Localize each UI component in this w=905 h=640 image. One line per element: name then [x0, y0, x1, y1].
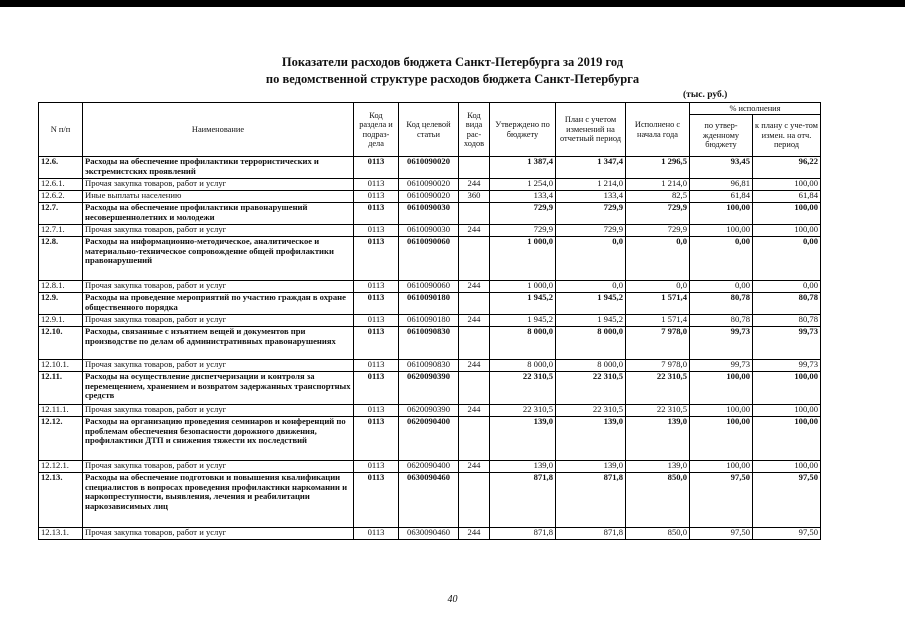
cell-num: 12.11.1. — [39, 405, 83, 417]
cell-pct-plan: 100,00 — [753, 203, 821, 225]
cell-approved: 1 945,2 — [490, 293, 556, 315]
cell-target: 0610090020 — [399, 179, 459, 191]
cell-section: 0113 — [354, 360, 399, 372]
cell-section: 0113 — [354, 225, 399, 237]
cell-type: 244 — [459, 225, 490, 237]
cell-plan: 1 347,4 — [556, 157, 626, 179]
cell-name: Прочая закупка товаров, работ и услуг — [83, 281, 354, 293]
cell-num: 12.11. — [39, 372, 83, 405]
cell-type — [459, 473, 490, 528]
cell-type — [459, 293, 490, 315]
cell-name: Расходы на обеспечение профилактики террористических и экстремистских проявлений — [83, 157, 354, 179]
cell-pct-plan: 99,73 — [753, 360, 821, 372]
cell-num: 12.10.1. — [39, 360, 83, 372]
cell-pct-approved: 99,73 — [690, 360, 753, 372]
cell-pct-approved: 100,00 — [690, 417, 753, 461]
header-target: Код целевой статьи — [399, 103, 459, 157]
cell-target: 0630090460 — [399, 473, 459, 528]
cell-name: Расходы на информационно-методическое, аналитическое и материально-техническое сопровождение общей профилактики правонарушений — [83, 237, 354, 281]
cell-executed: 0,0 — [626, 237, 690, 281]
cell-approved: 1 000,0 — [490, 237, 556, 281]
cell-section: 0113 — [354, 191, 399, 203]
cell-pct-plan: 80,78 — [753, 315, 821, 327]
cell-target: 0610090030 — [399, 225, 459, 237]
scan-top-border — [0, 0, 905, 7]
header-pct-plan: к плану с уче-том измен. на отч. период — [753, 115, 821, 157]
cell-executed: 139,0 — [626, 461, 690, 473]
cell-approved: 1 387,4 — [490, 157, 556, 179]
cell-num: 12.9.1. — [39, 315, 83, 327]
cell-type — [459, 327, 490, 360]
cell-executed: 22 310,5 — [626, 405, 690, 417]
cell-section: 0113 — [354, 461, 399, 473]
cell-pct-approved: 100,00 — [690, 372, 753, 405]
cell-pct-approved: 0,00 — [690, 281, 753, 293]
cell-name: Прочая закупка товаров, работ и услуг — [83, 179, 354, 191]
cell-section: 0113 — [354, 203, 399, 225]
cell-approved: 139,0 — [490, 417, 556, 461]
table-row — [39, 417, 821, 461]
cell-pct-plan: 100,00 — [753, 372, 821, 405]
cell-target: 0620090390 — [399, 405, 459, 417]
cell-type: 244 — [459, 179, 490, 191]
cell-type: 244 — [459, 405, 490, 417]
table-row — [39, 157, 821, 179]
header-pct-approved: по утвер-жденному бюджету — [690, 115, 753, 157]
cell-executed: 139,0 — [626, 417, 690, 461]
cell-section: 0113 — [354, 315, 399, 327]
cell-pct-approved: 97,50 — [690, 473, 753, 528]
cell-pct-plan: 100,00 — [753, 461, 821, 473]
cell-approved: 139,0 — [490, 461, 556, 473]
cell-num: 12.7. — [39, 203, 83, 225]
cell-num: 12.10. — [39, 327, 83, 360]
cell-plan: 0,0 — [556, 281, 626, 293]
cell-approved: 729,9 — [490, 225, 556, 237]
table-row — [39, 237, 821, 281]
cell-pct-approved: 100,00 — [690, 461, 753, 473]
cell-plan: 729,9 — [556, 225, 626, 237]
cell-type — [459, 372, 490, 405]
cell-pct-approved: 80,78 — [690, 315, 753, 327]
cell-section: 0113 — [354, 157, 399, 179]
cell-pct-approved: 93,45 — [690, 157, 753, 179]
cell-executed: 729,9 — [626, 225, 690, 237]
header-type: Код вида рас-ходов — [459, 103, 490, 157]
cell-type — [459, 237, 490, 281]
cell-target: 0620090390 — [399, 372, 459, 405]
cell-plan: 1 945,2 — [556, 315, 626, 327]
table-row — [39, 203, 821, 225]
header-num: N п/п — [39, 103, 83, 157]
cell-name: Прочая закупка товаров, работ и услуг — [83, 528, 354, 540]
cell-approved: 1 945,2 — [490, 315, 556, 327]
cell-plan: 8 000,0 — [556, 327, 626, 360]
cell-type: 360 — [459, 191, 490, 203]
cell-target: 0610090180 — [399, 315, 459, 327]
header-name: Наименование — [83, 103, 354, 157]
cell-plan: 139,0 — [556, 461, 626, 473]
cell-type: 244 — [459, 281, 490, 293]
cell-executed: 7 978,0 — [626, 360, 690, 372]
cell-num: 12.9. — [39, 293, 83, 315]
table-row — [39, 473, 821, 528]
cell-section: 0113 — [354, 405, 399, 417]
cell-pct-plan: 0,00 — [753, 237, 821, 281]
cell-plan: 729,9 — [556, 203, 626, 225]
cell-pct-plan: 100,00 — [753, 417, 821, 461]
table-row — [39, 372, 821, 405]
header-plan: План с учетом изменений на отчетный период — [556, 103, 626, 157]
cell-pct-approved: 99,73 — [690, 327, 753, 360]
cell-pct-approved: 100,00 — [690, 405, 753, 417]
cell-executed: 1 214,0 — [626, 179, 690, 191]
cell-plan: 133,4 — [556, 191, 626, 203]
cell-plan: 8 000,0 — [556, 360, 626, 372]
cell-approved: 133,4 — [490, 191, 556, 203]
cell-num: 12.12.1. — [39, 461, 83, 473]
cell-pct-plan: 100,00 — [753, 179, 821, 191]
cell-name: Расходы на осуществление диспетчеризации и контроля за перемещением, хранением и возвратом задержанных транспортных средств — [83, 372, 354, 405]
cell-name: Прочая закупка товаров, работ и услуг — [83, 315, 354, 327]
cell-approved: 8 000,0 — [490, 360, 556, 372]
table-row — [39, 405, 821, 417]
cell-approved: 871,8 — [490, 473, 556, 528]
header-executed: Исполнено с начала года — [626, 103, 690, 157]
cell-pct-plan: 100,00 — [753, 225, 821, 237]
cell-pct-plan: 96,22 — [753, 157, 821, 179]
page-number: 40 — [447, 594, 458, 605]
table-row — [39, 191, 821, 203]
cell-executed: 850,0 — [626, 473, 690, 528]
cell-executed: 22 310,5 — [626, 372, 690, 405]
cell-name: Иные выплаты населению — [83, 191, 354, 203]
cell-num: 12.13. — [39, 473, 83, 528]
cell-section: 0113 — [354, 473, 399, 528]
cell-name: Расходы на организацию проведения семинаров и конференций по проблемам обеспечения безопасности дорожного движения, профилактики ДТП и снижения тяжести их последствий — [83, 417, 354, 461]
cell-target: 0610090030 — [399, 203, 459, 225]
cell-name: Прочая закупка товаров, работ и услуг — [83, 225, 354, 237]
expenditure-table — [38, 102, 821, 540]
page-title: Показатели расходов бюджета Санкт-Петербурга за 2019 год — [281, 55, 624, 69]
table-row — [39, 179, 821, 191]
cell-pct-plan: 99,73 — [753, 327, 821, 360]
cell-pct-approved: 100,00 — [690, 203, 753, 225]
cell-target: 0610090830 — [399, 327, 459, 360]
cell-approved: 871,8 — [490, 528, 556, 540]
cell-executed: 1 296,5 — [626, 157, 690, 179]
cell-approved: 8 000,0 — [490, 327, 556, 360]
cell-target: 0620090400 — [399, 417, 459, 461]
cell-section: 0113 — [354, 281, 399, 293]
cell-num: 12.13.1. — [39, 528, 83, 540]
cell-target: 0610090020 — [399, 191, 459, 203]
cell-plan: 1 214,0 — [556, 179, 626, 191]
cell-pct-approved: 100,00 — [690, 225, 753, 237]
cell-name: Расходы на обеспечение подготовки и повышения квалификации специалистов в вопросах проведения профилактики наркомании и наркопреступности, выявления, лечения и реабилитации наркозависимых лиц — [83, 473, 354, 528]
cell-target: 0620090400 — [399, 461, 459, 473]
cell-num: 12.8.1. — [39, 281, 83, 293]
cell-pct-plan: 0,00 — [753, 281, 821, 293]
cell-target: 0610090020 — [399, 157, 459, 179]
cell-approved: 1 000,0 — [490, 281, 556, 293]
table-row — [39, 225, 821, 237]
cell-type — [459, 417, 490, 461]
table-row — [39, 327, 821, 360]
cell-pct-plan: 97,50 — [753, 528, 821, 540]
cell-plan: 871,8 — [556, 473, 626, 528]
cell-num: 12.12. — [39, 417, 83, 461]
table-row — [39, 528, 821, 540]
cell-target: 0610090830 — [399, 360, 459, 372]
cell-section: 0113 — [354, 372, 399, 405]
cell-approved: 1 254,0 — [490, 179, 556, 191]
cell-name: Расходы на обеспечение профилактики правонарушений несовершеннолетних и молодежи — [83, 203, 354, 225]
cell-section: 0113 — [354, 293, 399, 315]
cell-executed: 82,5 — [626, 191, 690, 203]
cell-pct-approved: 0,00 — [690, 237, 753, 281]
page-subtitle: по ведомственной структуре расходов бюджета Санкт-Петербурга — [265, 72, 640, 86]
cell-pct-approved: 97,50 — [690, 528, 753, 540]
cell-section: 0113 — [354, 528, 399, 540]
cell-num: 12.6.2. — [39, 191, 83, 203]
cell-executed: 1 571,4 — [626, 315, 690, 327]
cell-approved: 22 310,5 — [490, 372, 556, 405]
cell-pct-plan: 100,00 — [753, 405, 821, 417]
cell-target: 0610090060 — [399, 237, 459, 281]
cell-pct-approved: 61,84 — [690, 191, 753, 203]
cell-name: Прочая закупка товаров, работ и услуг — [83, 461, 354, 473]
cell-name: Расходы, связанные с изъятием вещей и документов при производстве по делам об административных правонарушениях — [83, 327, 354, 360]
cell-executed: 1 571,4 — [626, 293, 690, 315]
cell-type: 244 — [459, 360, 490, 372]
header-section: Код раздела и подраз-дела — [354, 103, 399, 157]
cell-approved: 22 310,5 — [490, 405, 556, 417]
header-pct-group: % исполнения — [690, 103, 821, 115]
table-body — [39, 157, 821, 540]
cell-executed: 729,9 — [626, 203, 690, 225]
cell-executed: 0,0 — [626, 281, 690, 293]
cell-name: Расходы на проведение мероприятий по участию граждан в охране общественного порядка — [83, 293, 354, 315]
cell-section: 0113 — [354, 417, 399, 461]
cell-type: 244 — [459, 528, 490, 540]
table-row — [39, 293, 821, 315]
cell-pct-plan: 61,84 — [753, 191, 821, 203]
cell-num: 12.6.1. — [39, 179, 83, 191]
cell-name: Прочая закупка товаров, работ и услуг — [83, 360, 354, 372]
cell-section: 0113 — [354, 327, 399, 360]
cell-num: 12.6. — [39, 157, 83, 179]
cell-plan: 22 310,5 — [556, 405, 626, 417]
cell-section: 0113 — [354, 179, 399, 191]
cell-approved: 729,9 — [490, 203, 556, 225]
cell-plan: 1 945,2 — [556, 293, 626, 315]
header-approved: Утверждено по бюджету — [490, 103, 556, 157]
cell-pct-plan: 97,50 — [753, 473, 821, 528]
cell-type — [459, 203, 490, 225]
cell-pct-plan: 80,78 — [753, 293, 821, 315]
cell-plan: 0,0 — [556, 237, 626, 281]
cell-plan: 871,8 — [556, 528, 626, 540]
units-label: (тыс. руб.) — [683, 90, 728, 100]
cell-executed: 850,0 — [626, 528, 690, 540]
table-row — [39, 461, 821, 473]
table-row — [39, 315, 821, 327]
cell-num: 12.7.1. — [39, 225, 83, 237]
cell-plan: 139,0 — [556, 417, 626, 461]
cell-target: 0610090180 — [399, 293, 459, 315]
cell-section: 0113 — [354, 237, 399, 281]
cell-pct-approved: 96,81 — [690, 179, 753, 191]
table-row — [39, 281, 821, 293]
cell-plan: 22 310,5 — [556, 372, 626, 405]
cell-target: 0610090060 — [399, 281, 459, 293]
cell-type — [459, 157, 490, 179]
cell-name: Прочая закупка товаров, работ и услуг — [83, 405, 354, 417]
cell-executed: 7 978,0 — [626, 327, 690, 360]
cell-type: 244 — [459, 315, 490, 327]
cell-pct-approved: 80,78 — [690, 293, 753, 315]
table-row — [39, 360, 821, 372]
cell-num: 12.8. — [39, 237, 83, 281]
cell-target: 0630090460 — [399, 528, 459, 540]
cell-type: 244 — [459, 461, 490, 473]
